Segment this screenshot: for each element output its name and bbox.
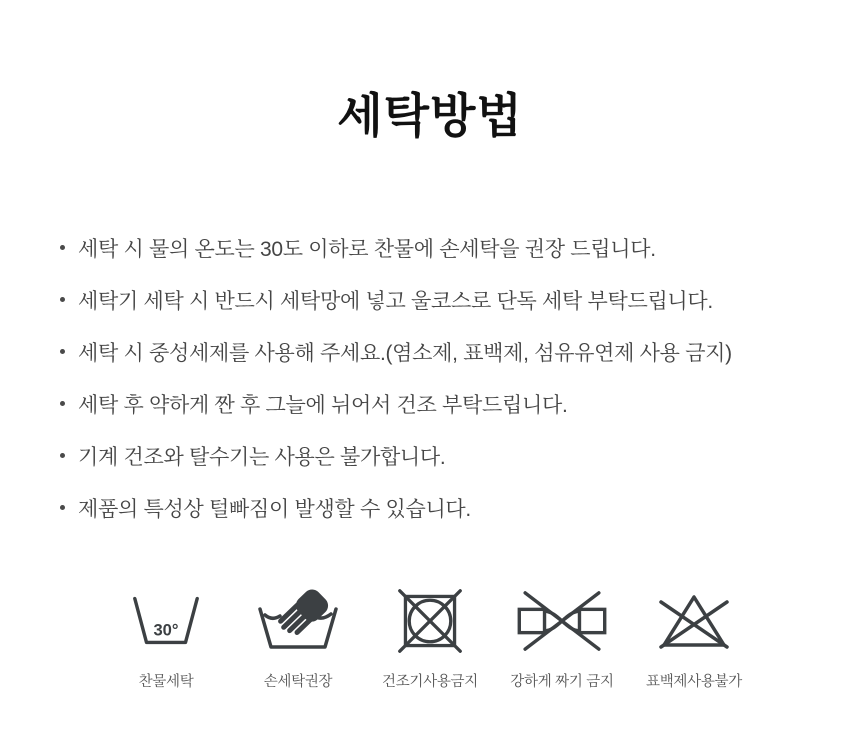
care-icon-no-wring [504,588,620,691]
instruction-text: 세탁 시 물의 온도는 30도 이하로 찬물에 손세탁을 권장 드립니다. [78,237,656,261]
hand-wash-icon [254,588,342,654]
bullet-dot [60,349,65,354]
bullet-dot [60,245,65,250]
instruction-list [0,222,860,534]
no-wring-icon [513,588,611,654]
instruction-text: 기계 건조와 탈수기는 사용은 불가합니다. [78,445,446,469]
care-icon-label: 건조기사용금지 [382,673,478,690]
bullet-dot [60,505,65,510]
care-icon-label: 찬물세탁 [138,673,194,690]
care-icon-label: 강하게 짜기 금지 [510,673,614,690]
care-icon-no-tumble-dry [372,588,488,691]
cold-wash-30-icon [127,588,205,654]
instruction-item [60,482,830,534]
instruction-text: 제품의 특성상 털빠짐이 발생할 수 있습니다. [78,497,471,521]
no-bleach-icon [654,588,734,654]
bullet-dot [60,297,65,302]
care-icon-label: 표백제사용불가 [646,673,742,690]
wash-temperature-value: 30° [153,620,179,640]
instruction-text: 세탁 후 약하게 짠 후 그늘에 뉘어서 건조 부탁드립니다. [78,393,568,417]
care-icon-label: 손세탁권장 [263,673,333,690]
care-icons-row [0,588,860,691]
instruction-item [60,326,830,378]
bullet-dot [60,401,65,406]
no-tumble-dry-icon [396,588,464,654]
care-icon-hand-wash [240,588,356,691]
instruction-text: 세탁기 세탁 시 반드시 세탁망에 넣고 울코스로 단독 세탁 부탁드립니다. [78,289,713,313]
instruction-item [60,222,830,274]
instruction-text: 세탁 시 중성세제를 사용해 주세요.(염소제, 표백제, 섬유유연제 사용 금지) [78,341,732,365]
bullet-dot [60,453,65,458]
care-icon-no-bleach [636,588,752,691]
care-icon-cold-wash [108,588,224,691]
instruction-item [60,430,830,482]
instruction-item [60,274,830,326]
instruction-item [60,378,830,430]
page-title: 세탁방법 [337,89,523,142]
